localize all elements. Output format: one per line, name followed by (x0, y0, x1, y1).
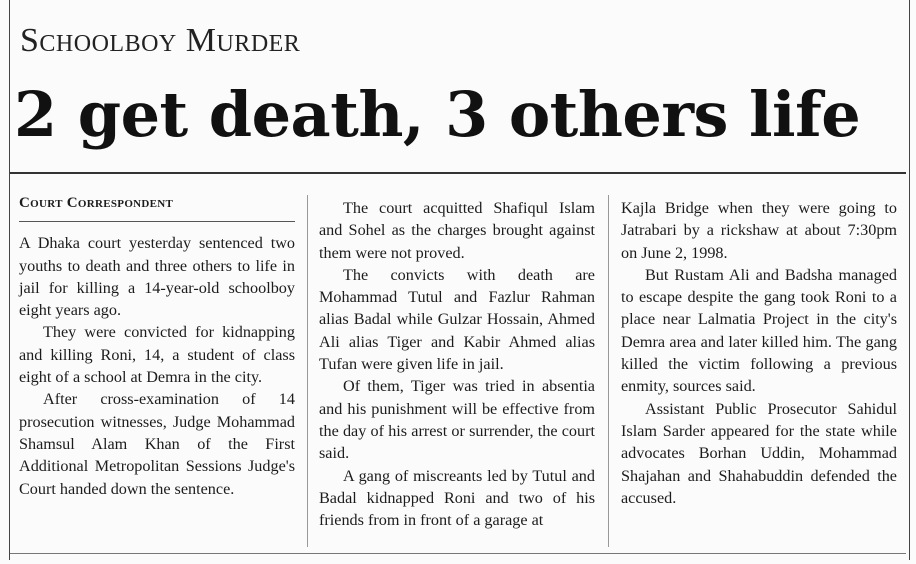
paragraph: After cross-examination of 14 prosecution witnesses, Judge Mohammad Shamsul Alam Khan of the First Additional Metropolitan Sessions Judge's Court handed down the sentence. (19, 390, 295, 498)
paragraph: Of them, Tiger was tried in absentia and his punishment will be effective from the day of his arrest or surrender, the court said. (319, 377, 595, 463)
column-divider (608, 195, 609, 547)
paragraph: But Rustam Ali and Badsha managed to escape despite the gang took Roni to a place near Lalmatia Project in the city's Demra area and later killed him. The gang killed the victim following a previous enmity, sources said. (621, 265, 897, 396)
article-column-3 (621, 197, 897, 509)
headline-divider (10, 172, 906, 174)
paragraph: They were convicted for kidnapping and killing Roni, 14, a student of class eight of a school at Demra in the city. (19, 323, 295, 387)
article-column-1 (19, 192, 295, 500)
paragraph: A Dhaka court yesterday sentenced two youths to death and three others to life in jail for killing a 14-year-old schoolboy eight years ago. (19, 234, 295, 320)
paragraph: The court acquitted Shafiqul Islam and Sohel as the charges brought against them were not proved. (319, 199, 595, 262)
paragraph: Kajla Bridge when they were going to Jatrabari by a rickshaw at about 7:30pm on June 2, 1998. (621, 199, 897, 262)
bottom-rule (10, 553, 906, 554)
article-headline: 2 get death, 3 others life (14, 78, 861, 151)
paragraph: The convicts with death are Mohammad Tutul and Fazlur Rahman alias Badal while Gulzar Hossain, Ahmed Ali alias Tiger and Kabir Ahmed alias Tufan were given life in jail. (319, 265, 595, 374)
column-divider (307, 195, 308, 547)
article-kicker: Schoolboy Murder (20, 22, 301, 59)
paragraph: Assistant Public Prosecutor Sahidul Islam Sarder appeared for the state while advocates Borhan Uddin, Mohammad Shajahan and Shahabuddin defended the accused. (621, 399, 897, 507)
article-column-2 (319, 197, 595, 531)
article-byline: Court Correspondent (19, 192, 295, 222)
paragraph: A gang of miscreants led by Tutul and Badal kidnapped Roni and two of his friends from in front of a garage at (319, 466, 595, 530)
